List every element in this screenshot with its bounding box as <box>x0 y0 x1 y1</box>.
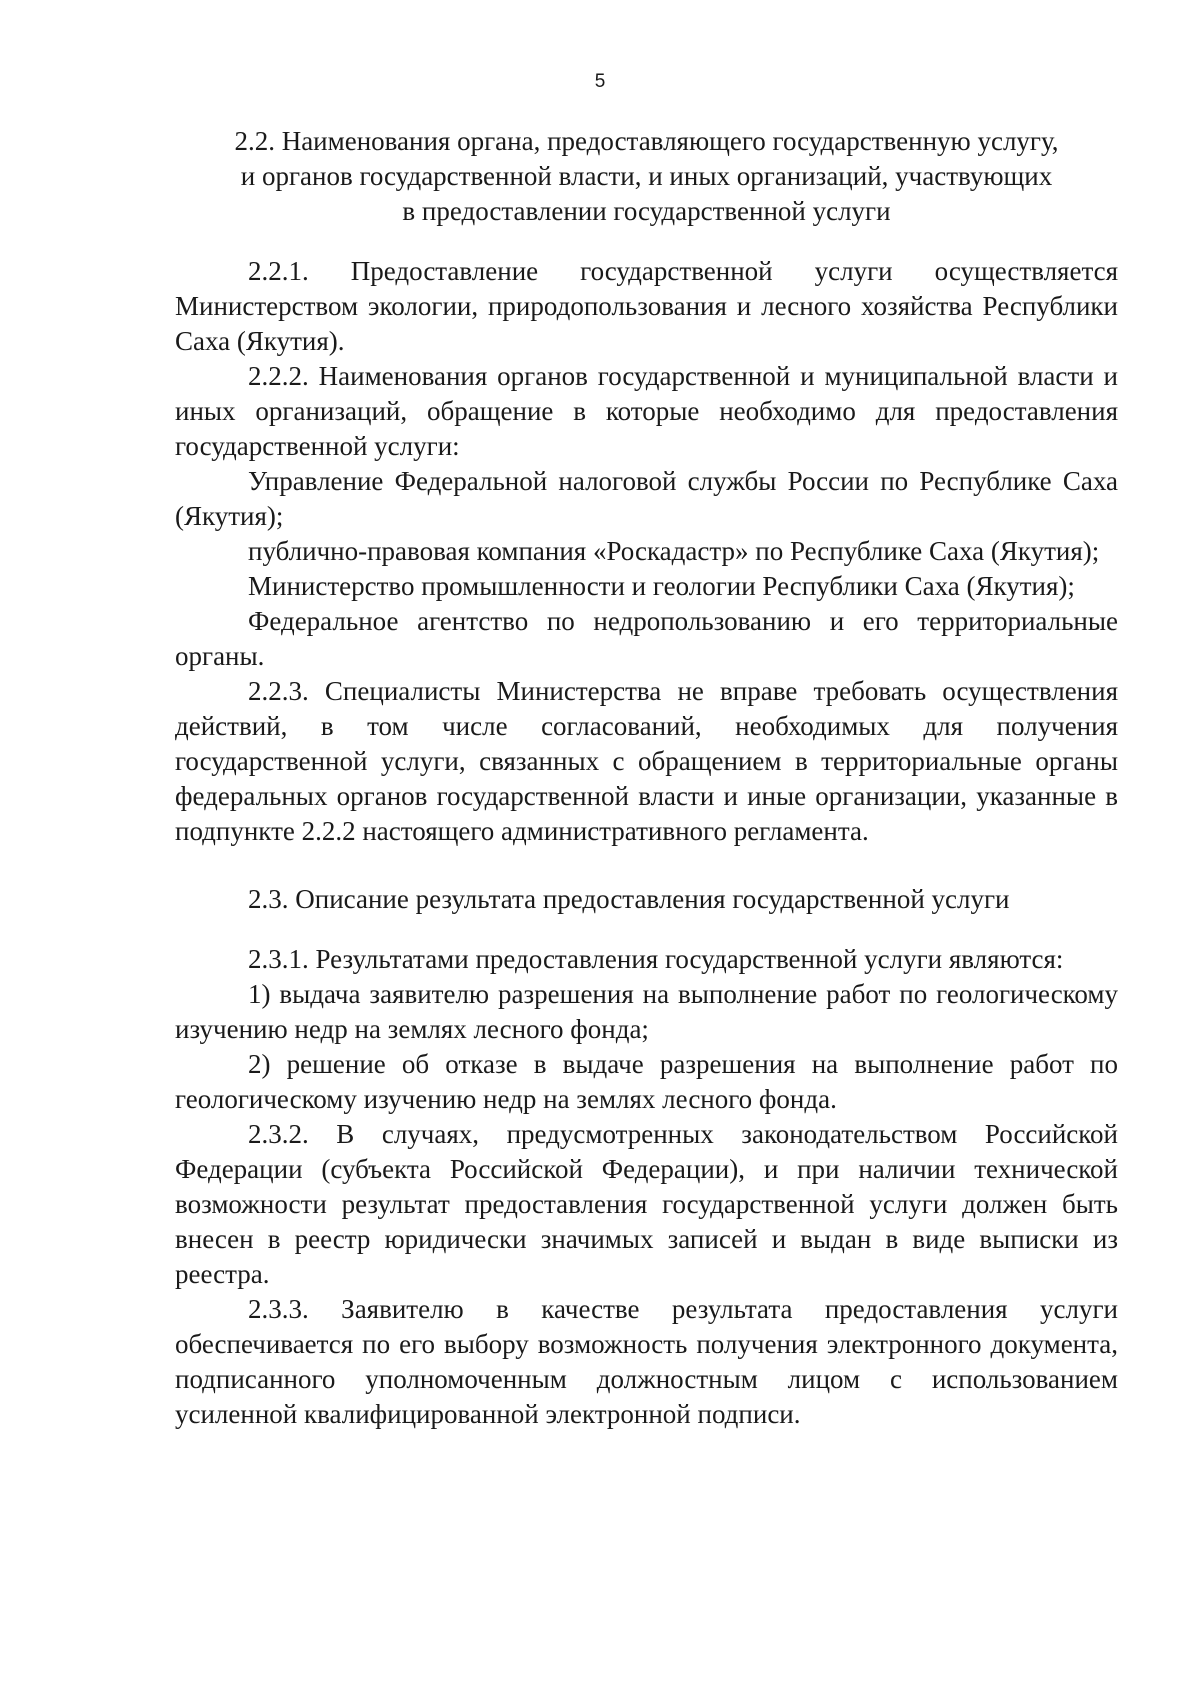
paragraph-2-3-2: 2.3.2. В случаях, предусмотренных законодательством Российской Федерации (субъекта Российской Федерации), и при наличии технической возможности результат предоставления государственной услуги должен быть внесен в реестр юридически значимых записей и выдан в виде выписки из реестра. <box>175 1119 1118 1289</box>
paragraph-2-3-3: 2.3.3. Заявителю в качестве результата предоставления услуги обеспечивается по его выбору возможность получения электронного документа, подписанного уполномоченным должностным лицом с использованием усиленной квалифицированной электронной подписи. <box>175 1294 1118 1429</box>
spacer <box>175 229 1118 254</box>
list-item-result-1: 1) выдача заявителю разрешения на выполнение работ по геологическому изучению недр на землях лесного фонда; <box>175 979 1118 1044</box>
section-2-2-heading-line: и органов государственной власти, и иных организаций, участвующих <box>240 161 1053 191</box>
paragraph-rosnedra: Федеральное агентство по недропользованию и его территориальные органы. <box>175 606 1118 671</box>
page-number: 5 <box>594 71 606 92</box>
paragraph-2-2-2: 2.2.2. Наименования органов государственной и муниципальной власти и иных организаций, обращение в которые необходимо для предоставления государственной услуги: <box>175 361 1118 461</box>
spacer <box>175 849 1118 882</box>
section-2-2-heading-line: 2.2. Наименования органа, предоставляющего государственную услугу, <box>234 126 1059 156</box>
section-2-2-heading <box>175 124 1118 229</box>
document-body <box>175 124 1118 1432</box>
paragraph-2-2-1: 2.2.1. Предоставление государственной услуги осуществляется Министерством экологии, природопользования и лесного хозяйства Республики Саха (Якутия). <box>175 256 1118 356</box>
section-2-3-heading: 2.3. Описание результата предоставления государственной услуги <box>248 884 1010 914</box>
paragraph-2-2-3: 2.2.3. Специалисты Министерства не вправе требовать осуществления действий, в том числе согласований, необходимых для получения государственной услуги, связанных с обращением в территориальные органы федеральных органов государственной власти и иные организации, указанные в подпункте 2.2.2 настоящего административного регламента. <box>175 676 1118 846</box>
paragraph-fns: Управление Федеральной налоговой службы России по Республике Саха (Якутия); <box>175 466 1118 531</box>
spacer <box>175 917 1118 942</box>
paragraph-ministry-industry: Министерство промышленности и геологии Республики Саха (Якутия); <box>248 571 1075 601</box>
paragraph-roskadastr: публично-правовая компания «Роскадастр» по Республике Саха (Якутия); <box>248 536 1100 566</box>
paragraph-2-3-1: 2.3.1. Результатами предоставления государственной услуги являются: <box>248 944 1064 974</box>
section-2-2-heading-line: в предоставлении государственной услуги <box>402 196 891 226</box>
list-item-result-2: 2) решение об отказе в выдаче разрешения на выполнение работ по геологическому изучению недр на землях лесного фонда. <box>175 1049 1118 1114</box>
